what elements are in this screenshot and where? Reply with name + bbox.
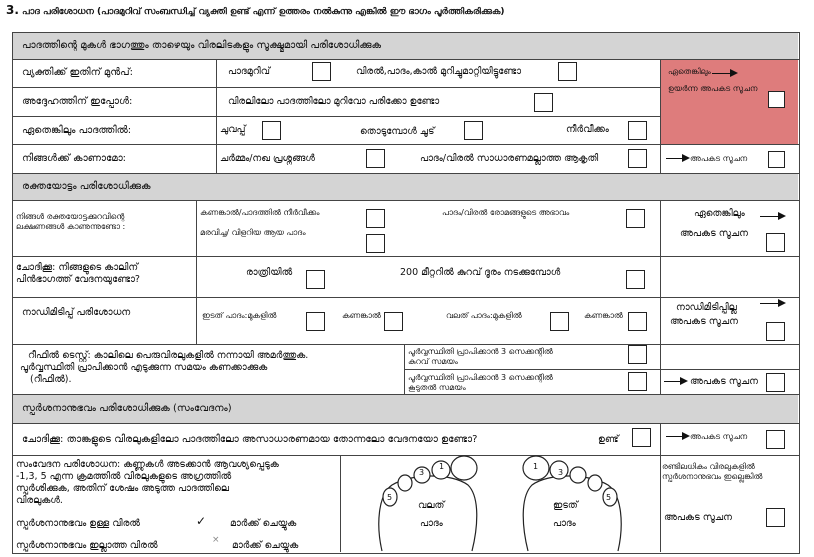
s2-r4-question-3: (റീഫിൽ).: [30, 374, 72, 385]
s1-r3-question: ഏതെങ്കിലും പാദത്തിൽ:: [22, 125, 132, 136]
left-foot-toe-5: 5: [606, 493, 612, 502]
foot-ulcer-checkbox[interactable]: [312, 62, 331, 81]
s1-r4-risk: അപകട സൂചന: [690, 154, 748, 163]
s2-r3-option-c: വലത് പാദം:മുകളിൽ: [446, 311, 522, 320]
s3-r1-question: ചോദിക്കൂ: താങ്കളുടെ വിരലുകളിലോ പാദത്തിലോ അസാധാരണമായ തോന്നലോ വേദനയോ ഉണ്ടോ?: [22, 434, 478, 445]
s2-r1-risk-2: അപകട സൂചന: [680, 228, 748, 239]
s1-risk-checkbox[interactable]: [768, 151, 785, 168]
arrow-icon: [664, 381, 686, 382]
s2-r4-option-b2: കൂടുതൽ സമയം: [408, 383, 466, 392]
refill-less-checkbox[interactable]: [628, 345, 647, 364]
s2-r1-risk-1: ഏതെങ്കിലും: [694, 208, 745, 219]
s2-r1-option-b: പാദം/വിരൽ രോമങ്ങളുടെ അഭാവം: [442, 208, 570, 217]
s2-r3-risk-1: നാഡിമിടിപ്പില്ല: [676, 302, 737, 313]
right-foot-toe-5: 5: [387, 493, 393, 502]
swelling-checkbox[interactable]: [628, 121, 647, 140]
s2-r3-risk-2: അപകട സൂചന: [670, 316, 738, 327]
skin-nail-checkbox[interactable]: [366, 149, 385, 168]
s2-r3-option-d: കണങ്കാൽ: [584, 311, 623, 320]
s2-r1-question-2: ലക്ഷണങ്ങൾ കാണുന്നുണ്ടോ :: [16, 222, 126, 231]
s2-r4-risk-checkbox[interactable]: [766, 373, 785, 392]
s2-r4-risk: അപകട സൂചന: [690, 376, 758, 387]
s1-r4-question: നിങ്ങൾക്ക് കാണാമോ:: [22, 153, 127, 164]
s2-r1-option-a: കണങ്കാൽ/പാദത്തിൽ നീർവീക്കം: [200, 208, 320, 217]
s3-r2-line-2: -1,3, 5 എന്ന ക്രമത്തിൽ വിരലുകളുടെ അഗ്രത്തിൽ: [16, 471, 232, 482]
cross-icon: ×: [212, 535, 220, 545]
abnormal-sensation-checkbox[interactable]: [632, 428, 651, 447]
right-ankle-pulse-checkbox[interactable]: [628, 312, 647, 331]
s2-r2-question-2: പിൻഭാഗത്ത് വേദനയുണ്ടോ?: [16, 274, 140, 285]
s2-r3-option-a: ഇടത് പാദം:മുകളിൽ: [202, 311, 277, 320]
s2-r1-option-c: മരവിച്ച/ വിളറിയ ആയ പാദം: [200, 228, 306, 237]
arrow-icon: [760, 216, 784, 217]
left-ankle-pulse-checkbox[interactable]: [384, 312, 403, 331]
s3-r2-risk-checkbox[interactable]: [766, 508, 785, 527]
redness-checkbox[interactable]: [262, 121, 281, 140]
s3-r2-risk-2: സ്പർശനാനുഭവം ഇല്ലെങ്കിൽ: [662, 472, 763, 481]
night-pain-checkbox[interactable]: [306, 270, 325, 289]
s3-r2-line-3: സ്പർശിക്കുക, അതിന് ശേഷം അടുത്ത പാദത്തിലെ: [16, 483, 230, 494]
s3-r1-risk: അപകട സൂചന: [690, 432, 748, 441]
s2-r4-question-1: റീഫിൽ ടെസ്റ്റ്: കാലിലെ പെരുവിരലുകളിൽ നന്നായി അമർത്തുക.: [28, 350, 309, 361]
s2-r4-option-a1: പൂർവ്വസ്ഥിതി പ്രാപിക്കാൻ 3 സെക്കന്റിൽ: [408, 347, 553, 356]
s1-r3-option-b: തൊടുമ്പോൾ ചൂട്: [360, 126, 435, 137]
s1-r2-option-a: വിരലിലോ പാദത്തിലോ മുറിവോ പരിക്കോ ഉണ്ടോ: [228, 96, 440, 107]
amputation-checkbox[interactable]: [558, 62, 577, 81]
s3-r2-risk-1: രണ്ടിലധികം വിരലുകളിൽ: [662, 462, 755, 471]
left-foot-toe-3: 3: [558, 468, 564, 477]
s1-r3-option-a: ചുവപ്പ്: [220, 124, 246, 135]
cross-instruction: സ്പർശനാനുഭവം ഇല്ലാത്ത വിരൽ: [16, 540, 158, 551]
s2-r4-option-a2: കുറവ് സമയം: [408, 357, 458, 366]
high-risk-label-1: ഏതെങ്കിലും: [668, 67, 711, 76]
s1-r2-question: അദ്ദേഹത്തിന് ഇപ്പോൾ:: [22, 96, 133, 107]
s2-r2-option-b: 200 മീറ്ററിൽ കുറവ് ദൂരം നടക്കുമ്പോൾ: [400, 267, 561, 278]
right-foot-toe-3: 3: [419, 468, 425, 477]
left-foot-label-1: ഇടത്: [553, 500, 578, 511]
s2-r4-option-b1: പൂർവ്വസ്ഥിതി പ്രാപിക്കാൻ 3 സെക്കന്റിൽ: [408, 373, 553, 382]
wound-checkbox[interactable]: [534, 93, 553, 112]
section3-title: സ്പർശനാനുഭവം പരിശോധിക്കുക (സംവേദനം): [22, 403, 232, 414]
arrow-icon: [712, 73, 736, 74]
high-risk-label-2: ഉയർന്ന അപകട സൂചന: [668, 84, 758, 93]
s3-r2-risk-3: അപകട സൂചന: [664, 512, 732, 523]
s2-r1-question-1: നിങ്ങൾ രക്തയോട്ടക്കുറവിന്റെ: [16, 212, 125, 221]
warmth-checkbox[interactable]: [464, 121, 483, 140]
s3-r1-risk-checkbox[interactable]: [766, 430, 785, 449]
left-foot-label-2: പാദം: [553, 518, 576, 529]
section1-title: പാദത്തിന്റെ മുകൾ ഭാഗത്തും താഴെയും വിരലിടകളും സൂക്ഷ്മമായി പരിശോധിക്കുക: [22, 40, 382, 51]
s2-r2-option-a: രാത്രിയിൽ: [246, 267, 293, 278]
s1-r4-option-a: ചർമ്മം/നഖ പ്രശ്നങ്ങൾ: [220, 153, 315, 164]
s1-r4-option-b: പാദം/വിരൽ സാധാരണമല്ലാത്ത ആകൃതി: [420, 153, 599, 164]
refill-more-checkbox[interactable]: [628, 372, 647, 391]
right-foot-toe-1: 1: [439, 462, 445, 471]
left-foot-toe-1: 1: [533, 462, 539, 471]
s1-r1-question: വ്യക്തിക്ക് ഇതിന് മുൻപ്:: [22, 67, 133, 78]
arrow-icon: [666, 158, 688, 159]
s3-r2-line-1: സംവേദന പരിശോധന: കണ്ണുകൾ അടക്കാൻ ആവശ്യപ്പെടുക: [16, 459, 279, 470]
right-foot-label-2: പാദം: [420, 518, 443, 529]
arrow-icon: [666, 436, 688, 437]
s2-r3-risk-checkbox[interactable]: [766, 322, 785, 341]
s3-r2-line-4: വിരലുകൾ.: [16, 495, 63, 506]
s2-r4-question-2: പൂർവ്വസ്ഥിതി പ്രാപിക്കാൻ എടുക്കുന്ന സമയം കണക്കാക്കുക: [20, 362, 268, 373]
high-risk-checkbox[interactable]: [768, 91, 785, 108]
walking-pain-checkbox[interactable]: [626, 270, 645, 289]
check-icon: ✓: [196, 514, 207, 528]
s2-r1-risk-checkbox[interactable]: [766, 233, 785, 252]
s2-r3-option-b: കണങ്കാൽ: [342, 311, 381, 320]
s1-r3-option-c: നീർവീക്കം: [566, 124, 609, 135]
s1-r1-option-b: വിരൽ,പാദം,കാൽ മുറിച്ചുമാറ്റിയിട്ടുണ്ടോ: [356, 66, 522, 77]
cross-mark-label: മാർക്ക് ചെയ്യുക: [232, 540, 299, 551]
deformity-checkbox[interactable]: [628, 149, 647, 168]
ankle-swelling-checkbox[interactable]: [366, 209, 385, 228]
right-dorsal-pulse-checkbox[interactable]: [550, 312, 569, 331]
section2-title: രക്തയോട്ടം പരിശോധിക്കുക: [22, 181, 151, 192]
s2-r3-question: നാഡിമിടിപ്പ് പരിശോധന: [22, 307, 131, 318]
s3-r1-option-a: ഉണ്ട്: [598, 434, 619, 445]
hair-loss-checkbox[interactable]: [626, 209, 645, 228]
tick-instruction: സ്പർശനാനുഭവം ഉള്ള വിരൽ: [16, 518, 141, 529]
arrow-icon: [760, 303, 784, 304]
s2-r2-question-1: ചോദിക്കൂ: നിങ്ങളുടെ കാലിന്: [16, 262, 139, 273]
left-dorsal-pulse-checkbox[interactable]: [306, 312, 325, 331]
s1-r1-option-a: പാദമുറിവ്: [228, 66, 270, 77]
section-number: 3.: [6, 3, 19, 17]
pale-foot-checkbox[interactable]: [366, 234, 385, 253]
tick-mark-label: മാർക്ക് ചെയ്യുക: [230, 518, 297, 529]
section-heading: പാദ പരിശോധന (പാദമുറിവ് സംബന്ധിച്ച് വ്യക്തി ഉണ്ട് എന്ന് ഉത്തരം നൽകുന്നു എങ്കിൽ ഈ ഭാഗം പൂർത്തികരിക്കുക): [22, 7, 505, 17]
right-foot-label-1: വലത്: [418, 500, 445, 511]
